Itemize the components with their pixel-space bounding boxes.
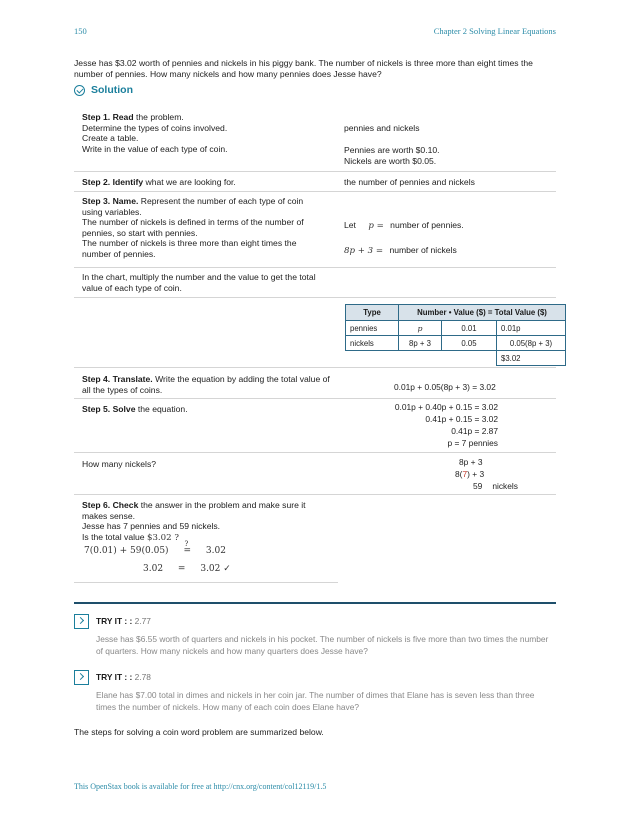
solution-heading	[74, 84, 133, 96]
step-5-eq: 0.01p + 0.40p + 0.15 = 3.02	[394, 402, 498, 412]
chapter-title: Chapter 2 Solving Linear Equations	[433, 26, 556, 36]
chevron-right-icon	[74, 614, 89, 629]
cell-type: pennies	[346, 321, 399, 336]
table-sum-row	[346, 351, 566, 366]
step-4-rest: Write the equation by adding the total value of all the types of coins.	[82, 374, 330, 395]
try-it-text: Elane has $7.00 total in dimes and nickels in her coin jar. The number of dimes that Elane has is seven less than three times the number of nickels. How many of each coin does Elane have?	[96, 690, 535, 712]
cell-value: 0.01	[442, 321, 497, 336]
chevron-right-icon	[74, 670, 89, 685]
try-it-2-77	[74, 614, 556, 660]
nickels-work	[455, 456, 518, 492]
step-2-right: the number of pennies and nickels	[344, 177, 475, 187]
step-1	[74, 112, 556, 172]
table-row	[346, 321, 566, 336]
step-1-line: Write in the value of each type of coin.	[82, 143, 228, 154]
summary-line: The steps for solving a coin word problem are summarized below.	[74, 727, 324, 737]
step-1-head: Step 1. Read	[82, 112, 134, 122]
cell-total: 0.01p	[497, 321, 566, 336]
step-3-line2: The number of nickels is defined in terms of the number of pennies, so start with pennies.	[82, 217, 304, 238]
check-1-op: =	[183, 546, 191, 556]
step-3-line3: The number of nickels is three more than eight times the number of pennies.	[82, 238, 297, 259]
step-6-line3: Is the total value	[82, 531, 145, 542]
nickels-l2b: 7	[462, 469, 468, 479]
nickel-expression-text: number of nickels	[389, 245, 457, 255]
divider	[74, 267, 556, 268]
try-it-label	[96, 616, 151, 626]
step-1-right2: Pennies are worth $0.10.	[344, 145, 440, 155]
step-5-eq: 0.41p = 2.87	[451, 426, 498, 436]
page-number: 150	[74, 26, 87, 36]
try-it-rule	[74, 602, 556, 604]
step-6-line2: Jesse has 7 pennies and 59 nickels.	[82, 521, 221, 531]
step-3	[74, 196, 556, 266]
step-2-rest: what we are looking for.	[143, 177, 236, 187]
step-5-eq: p = 7 pennies	[447, 438, 498, 448]
divider	[74, 297, 556, 298]
step-1-right3: Nickels are worth $0.05.	[344, 155, 437, 166]
problem-statement: Jesse has $3.02 worth of pennies and nickels in his piggy bank. The number of nickels is three more than eight times the number of pennies. How many nickels and how many pennies does Jesse have?	[74, 58, 533, 79]
try-it-text: Jesse has $6.55 worth of quarters and nickels in his pocket. The number of nickels is five more than two times the number of quarters. How many nickels and how many quarters does Jesse have?	[96, 634, 549, 656]
header-dot: •	[448, 308, 452, 317]
try-label-text: TRY IT : :	[96, 616, 133, 626]
check-1-q: ?	[184, 540, 189, 548]
try-num: 2.77	[134, 616, 151, 626]
let-word: Let	[344, 220, 356, 230]
let-var: p =	[368, 221, 384, 231]
step-5-eq: 0.41p + 0.15 = 3.02	[425, 414, 498, 424]
let-text: number of pennies.	[390, 220, 464, 230]
step-5-rest: the equation.	[135, 404, 188, 414]
step-6-head: Step 6. Check	[82, 500, 139, 510]
divider	[74, 494, 556, 495]
divider	[74, 171, 556, 172]
chart-instruction	[74, 272, 556, 296]
step-1-right1: pennies and nickels	[344, 123, 420, 133]
cell-number: 8p + 3	[399, 336, 442, 351]
divider	[74, 367, 556, 368]
coin-value-table	[345, 304, 566, 366]
header-number: Number	[417, 308, 447, 317]
nickels-l3: 59	[473, 481, 483, 491]
step-5-equations	[380, 401, 498, 449]
try-num: 2.78	[134, 672, 151, 682]
step-1-rest: the problem.	[133, 112, 184, 122]
nickels-l2c: ) + 3	[467, 469, 485, 479]
nickels-question-text: How many nickels?	[82, 459, 157, 469]
check-equation-1	[84, 540, 226, 556]
nickels-l3b: nickels	[492, 481, 518, 491]
cell-total: 0.05(8p + 3)	[497, 336, 566, 351]
header-type: Type	[346, 305, 399, 321]
check-equation-2	[143, 564, 231, 574]
chart-instruction-text: In the chart, multiply the number and the value to get the total value of each type of coin.	[82, 272, 316, 293]
table-header-row	[346, 305, 566, 321]
check-2-op: =	[177, 564, 186, 574]
header-value: Value ($)	[453, 308, 486, 317]
step-3-head: Step 3. Name.	[82, 196, 139, 206]
check-2-right: 3.02 ✓	[200, 564, 231, 574]
divider	[74, 582, 338, 583]
divider	[74, 191, 556, 192]
try-label-text: TRY IT : :	[96, 672, 133, 682]
footer: This OpenStax book is available for free at http://cnx.org/content/col12119/1.5	[74, 782, 327, 791]
nickels-l2a: 8(	[455, 469, 463, 479]
step-6-rest: the answer in the problem and make sure it makes sense.	[82, 500, 306, 521]
table-row	[346, 336, 566, 351]
check-1-left: 7(0.01) + 59(0.05)	[84, 546, 169, 556]
try-it-2-78	[74, 670, 556, 716]
step-3-rest: Represent the number of each type of coin using variables.	[82, 196, 304, 217]
step-4-equation: 0.01p + 0.05(8p + 3) = 3.02	[394, 382, 496, 392]
step-2	[74, 177, 556, 191]
header-total: Total Value ($)	[494, 308, 547, 317]
step-4-head: Step 4. Translate.	[82, 374, 153, 384]
check-2-left: 3.02	[143, 564, 164, 574]
divider	[74, 452, 556, 453]
cell-value: 0.05	[442, 336, 497, 351]
nickels-l1: 8p + 3	[459, 457, 483, 467]
cell-number: p	[399, 321, 442, 336]
solution-label: Solution	[91, 84, 133, 96]
header-eq: =	[487, 308, 493, 317]
check-1-right: 3.02	[205, 546, 226, 556]
step-1-line: Create a table.	[82, 133, 139, 143]
divider	[74, 398, 556, 399]
step-6-line3-val: $3.02 ?	[146, 532, 179, 543]
cell-type: nickels	[346, 336, 399, 351]
nickel-expression: 8p + 3 =	[344, 246, 384, 256]
step-5-head: Step 5. Solve	[82, 404, 136, 414]
check-circle-icon	[74, 85, 85, 96]
header-number-value-total	[399, 305, 566, 321]
cell-sum: $3.02	[497, 351, 566, 366]
try-it-label	[96, 672, 151, 682]
step-2-head: Step 2. Identify	[82, 177, 144, 187]
step-1-line: Determine the types of coins involved.	[82, 122, 228, 133]
